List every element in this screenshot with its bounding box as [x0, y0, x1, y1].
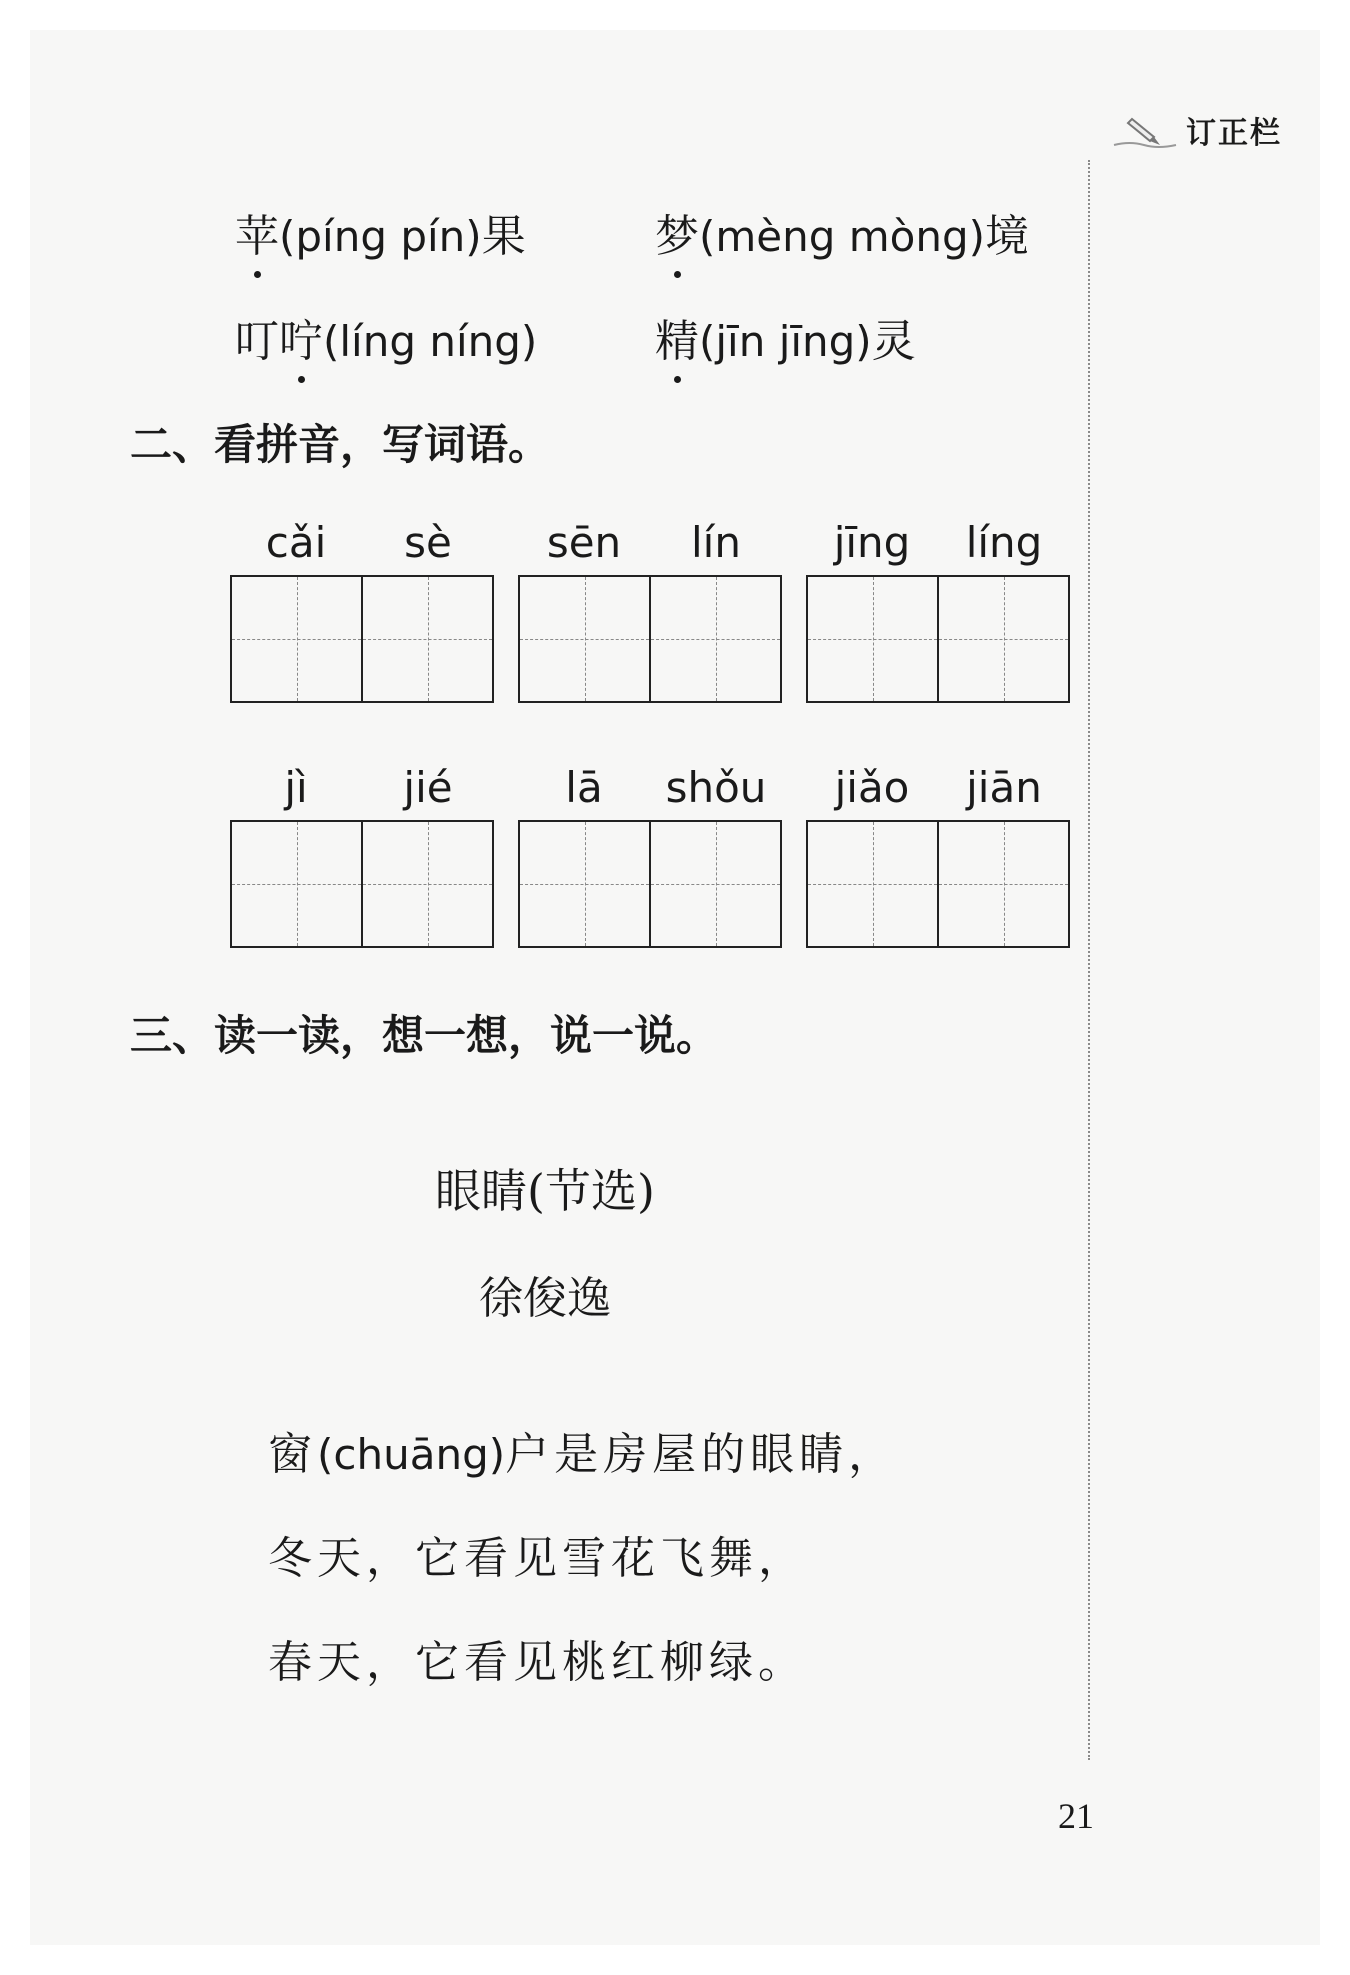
word-prefix: 叮	[235, 316, 279, 367]
pinyin-row	[518, 505, 782, 567]
section-title: 三、读一读，想一想，说一说。	[130, 1011, 719, 1060]
pinyin-syllable: jiān	[966, 763, 1042, 812]
word-box	[230, 505, 494, 703]
pinyin-row	[518, 750, 782, 812]
writing-grid	[518, 575, 782, 703]
writing-grid	[806, 820, 1070, 948]
writing-cell[interactable]	[808, 822, 939, 946]
poem-pinyin: (chuāng)	[317, 1430, 506, 1479]
writing-cell[interactable]	[651, 577, 780, 701]
pinyin-syllable: líng	[965, 518, 1043, 567]
dotted-char: 梦	[655, 200, 699, 264]
pinyin-syllable: lā	[565, 763, 603, 812]
writing-cell[interactable]	[363, 822, 492, 946]
writing-cell[interactable]	[232, 822, 363, 946]
pinyin-row	[806, 750, 1070, 812]
pronunciation-item	[235, 305, 537, 369]
pronunciation-item	[655, 200, 1029, 264]
poem-line	[268, 1626, 807, 1690]
writing-grid	[230, 820, 494, 948]
word-suffix: 灵	[871, 316, 916, 367]
writing-cell[interactable]	[939, 577, 1068, 701]
writing-grid	[230, 575, 494, 703]
pronunciation-item	[235, 200, 526, 264]
poem-line	[268, 1418, 897, 1482]
writing-cell[interactable]	[363, 577, 492, 701]
pinyin-syllable: jīng	[833, 518, 911, 567]
poem-text: 冬天，它看见雪花飞舞，	[268, 1533, 807, 1584]
pinyin-syllable: jié	[403, 763, 453, 812]
poem-text: 户是房屋的眼睛，	[505, 1429, 898, 1480]
writing-cell[interactable]	[520, 577, 651, 701]
word-suffix: 果	[481, 211, 526, 262]
pinyin-syllable: cǎi	[265, 518, 327, 567]
poem-author: 徐俊逸	[479, 1273, 611, 1324]
dotted-char: 苹	[235, 200, 279, 264]
correction-column-header	[1110, 100, 1282, 160]
correction-column-divider	[1088, 160, 1090, 1760]
pinyin-syllable: shǒu	[665, 763, 767, 812]
word-box	[806, 750, 1070, 948]
word-suffix: 境	[985, 211, 1030, 262]
pinyin-syllable: jì	[284, 763, 308, 812]
word-box	[518, 505, 782, 703]
writing-grid	[518, 820, 782, 948]
section-title: 二、看拼音，写词语。	[130, 420, 551, 469]
writing-cell[interactable]	[651, 822, 780, 946]
pinyin-choice[interactable]: (líng níng)	[323, 317, 538, 366]
correction-label: 订正栏	[1186, 116, 1282, 151]
pinyin-syllable: jiǎo	[834, 763, 910, 812]
poem-line	[268, 1522, 807, 1586]
writing-cell[interactable]	[808, 577, 939, 701]
pinyin-row	[230, 505, 494, 567]
dotted-char: 精	[655, 305, 699, 369]
dotted-char: 咛	[279, 305, 323, 369]
writing-cell[interactable]	[520, 822, 651, 946]
pencil-icon	[1110, 105, 1180, 155]
writing-grid	[806, 575, 1070, 703]
pinyin-syllable: lín	[691, 518, 741, 567]
writing-cell[interactable]	[232, 577, 363, 701]
word-box	[230, 750, 494, 948]
pinyin-choice[interactable]: (mèng mòng)	[699, 212, 986, 261]
poem-title: 眼睛(节选)	[435, 1164, 655, 1218]
page-number: 21	[1058, 1796, 1094, 1836]
word-box	[518, 750, 782, 948]
poem-text: 窗	[268, 1429, 317, 1480]
pronunciation-item	[655, 305, 916, 369]
pinyin-syllable: sè	[404, 518, 452, 567]
writing-cell[interactable]	[939, 822, 1068, 946]
pinyin-choice[interactable]: (jīn jīng)	[699, 317, 872, 366]
pinyin-row	[806, 505, 1070, 567]
word-box	[806, 505, 1070, 703]
pinyin-choice[interactable]: (píng pín)	[279, 212, 482, 261]
pinyin-row	[230, 750, 494, 812]
pinyin-syllable: sēn	[546, 518, 622, 567]
poem-text: 春天，它看见桃红柳绿。	[268, 1637, 807, 1688]
